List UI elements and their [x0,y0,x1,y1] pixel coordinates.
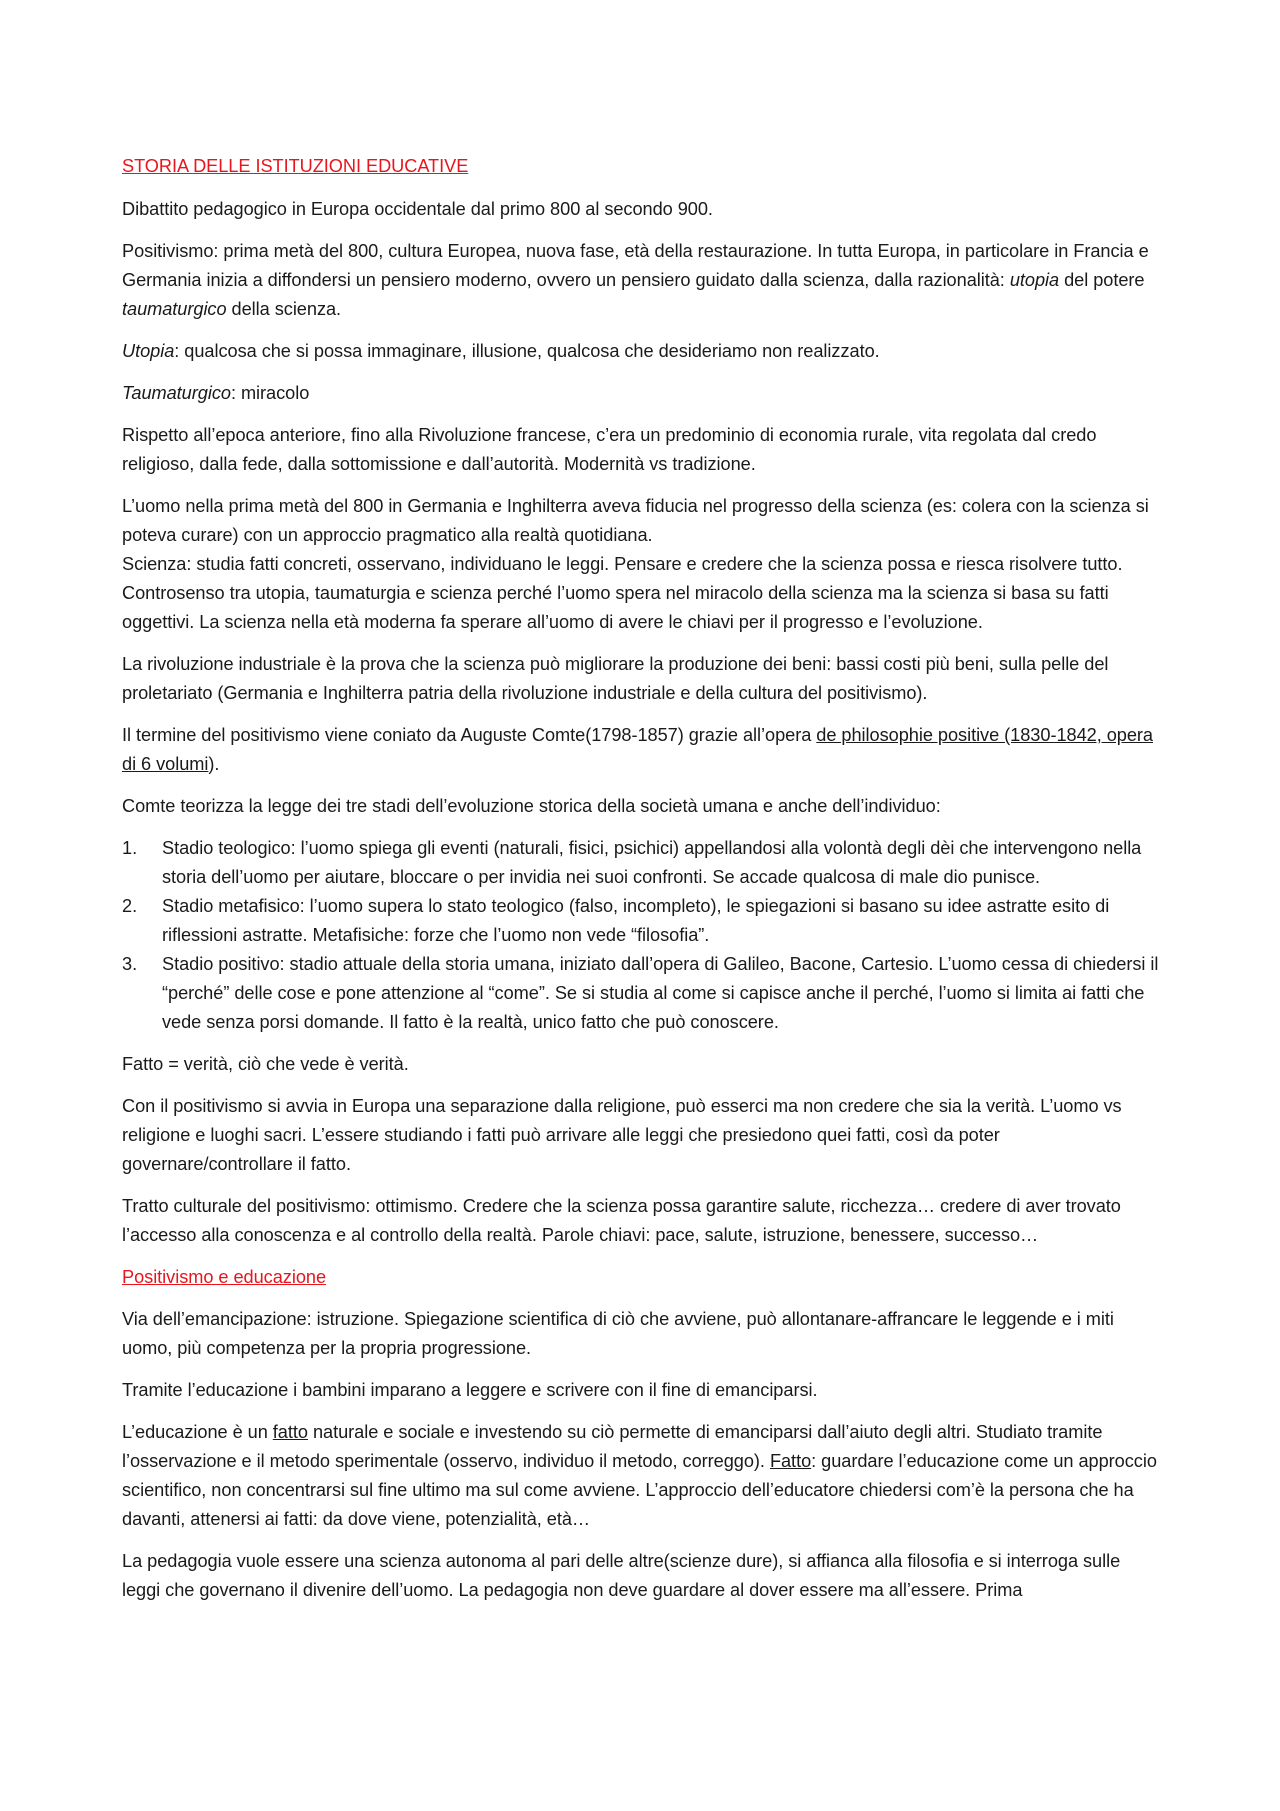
paragraph-epoca-anteriore: Rispetto all’epoca anteriore, fino alla Rivoluzione francese, c’era un predominio di economia rurale, vita regolata dal credo religioso, dalla fede, dalla sottomissione e dall’autorità. Modernità vs tradizione. [122,425,1097,474]
document-title: STORIA DELLE ISTITUZIONI EDUCATIVE [122,156,469,176]
text-run: della scienza. [226,299,342,319]
paragraph-emancipazione: Via dell’emancipazione: istruzione. Spiegazione scientifica di ciò che avviene, può allontanare-affrancare le leggende e i miti uomo, più competenza per la propria progressione. [122,1309,1114,1358]
text-run: : guardare l’educazione come un approccio scientifico, non concentrarsi sul fine ultimo ma sul come avviene. L’approccio dell’educatore chiedersi com’è la persona che ha davanti, attenersi ai fatti: da dove viene, potenzialità, età… [122,1451,1157,1529]
italic-term-utopia: utopia [1009,270,1060,290]
list-number: 2. [122,896,138,916]
paragraph-fatto-verita: Fatto = verità, ciò che vede è verità. [122,1054,409,1074]
definition-utopia [122,337,1162,366]
list-item-text: Stadio metafisico: l’uomo supera lo stato teologico (falso, incompleto), le spiegazioni si basano su idee astratte esito di riflessioni astratte. Metafisiche: forze che l’uomo non vede “filosofia”. [162,896,1110,945]
paragraph-pedagogia: La pedagogia vuole essere una scienza autonoma al pari delle altre(scienze dure), si affianca alla filosofia e si interroga sulle leggi che governano il divenire dell’uomo. La pedagogia non deve guardare al dover essere ma all’essere. Prima [122,1551,1121,1600]
paragraph-bambini: Tramite l’educazione i bambini imparano a leggere e scrivere con il fine di emanciparsi. [122,1380,818,1400]
text-run: del potere [1059,270,1145,290]
paragraph-rivoluzione-industriale: La rivoluzione industriale è la prova che la scienza può migliorare la produzione dei beni: bassi costi più beni, sulla pelle del proletariato (Germania e Inghilterra patria della rivoluzione industriale e della cultura del positivismo). [122,654,1109,703]
text-run: Positivismo: prima metà del 800, cultura Europea, nuova fase, età della restaurazione. In tutta Europa, in particolare in Francia e Germania inizia a diffondersi un pensiero moderno, ovvero un pensiero guidato dalla scienza, dalla razionalità: [122,241,1149,290]
paragraph-ottimismo: Tratto culturale del positivismo: ottimismo. Credere che la scienza possa garantire salute, ricchezza… credere di aver trovato l’accesso alla conoscenza e al controllo della realtà. Parole chiavi: pace, salute, istruzione, benessere, successo… [122,1196,1121,1245]
paragraph-intro: Dibattito pedagogico in Europa occidentale dal primo 800 al secondo 900. [122,199,713,219]
text-run: ). [208,754,220,774]
stages-list [122,834,1162,1037]
definition-taumaturgico [122,379,1162,408]
list-item [122,892,1162,950]
document-body [122,152,1162,1618]
definition-text: : miracolo [230,383,310,403]
text-run: Scienza: studia fatti concreti, osservano, individuano le leggi. Pensare e credere che la scienza possa e riesca risolvere tutto. Controsenso tra utopia, taumaturgia e scienza perché l’uomo spera nel miracolo della scienza ma la scienza si basa su fatti oggettivi. La scienza nella età moderna fa sperare all’uomo di avere le chiavi per il progresso e l’evoluzione. [122,554,1123,632]
list-item [122,834,1162,892]
paragraph-religione: Con il positivismo si avvia in Europa una separazione dalla religione, può esserci ma non credere che sia la verità. L’uomo vs religione e luoghi sacri. L’essere studiando i fatti può arrivare alle leggi che presiedono quei fatti, così da poter governare/controllare il fatto. [122,1096,1122,1174]
paragraph-comte [122,721,1162,779]
list-number: 1. [122,838,138,858]
paragraph-positivismo [122,237,1162,324]
underlined-term-fatto: fatto [272,1422,308,1442]
italic-term-taumaturgico: taumaturgico [122,299,227,319]
paragraph-uomo-scienza [122,492,1162,637]
paragraph-educazione-fatto [122,1418,1162,1534]
text-run: Il termine del positivismo viene coniato da Auguste Comte(1798-1857) grazie all’opera [122,725,817,745]
underlined-work-title: de philosophie positive (1830-1842, opera di 6 volumi [122,725,1153,774]
list-item-text: Stadio positivo: stadio attuale della storia umana, iniziato dall’opera di Galileo, Bacone, Cartesio. L’uomo cessa di chiedersi il “perché” delle cose e pone attenzione al “come”. Se si studia al come si capisce anche il perché, l’uomo si limita ai fatti che vede senza porsi domande. Il fatto è la realtà, unico fatto che può conoscere. [162,954,1159,1032]
definition-text: : qualcosa che si possa immaginare, illusione, qualcosa che desideriamo non realizzato. [174,341,880,361]
text-run: L’uomo nella prima metà del 800 in Germania e Inghilterra aveva fiducia nel progresso della scienza (es: colera con la scienza si poteva curare) con un approccio pragmatico alla realtà quotidiana. [122,496,1149,545]
section-heading: Positivismo e educazione [122,1267,327,1287]
paragraph-tre-stadi: Comte teorizza la legge dei tre stadi dell’evoluzione storica della società umana e anche dell’individuo: [122,796,941,816]
list-item-text: Stadio teologico: l’uomo spiega gli eventi (naturali, fisici, psichici) appellandosi alla volontà degli dèi che intervengono nella storia dell’uomo per aiutare, bloccare o per invidia nei suoi confronti. Se accade qualcosa di male dio punisce. [162,838,1142,887]
list-item [122,950,1162,1037]
text-run: naturale e sociale e investendo su ciò permette di emanciparsi dall’aiuto degli altri. Studiato tramite l’osservazione e il metodo sperimentale (osservo, individuo il metodo, correggo). [122,1422,1103,1471]
underlined-term-fatto: Fatto [769,1451,812,1471]
definition-term: Utopia [122,341,175,361]
text-run: L’educazione è un [122,1422,273,1442]
list-number: 3. [122,954,138,974]
definition-term: Taumaturgico [122,383,231,403]
